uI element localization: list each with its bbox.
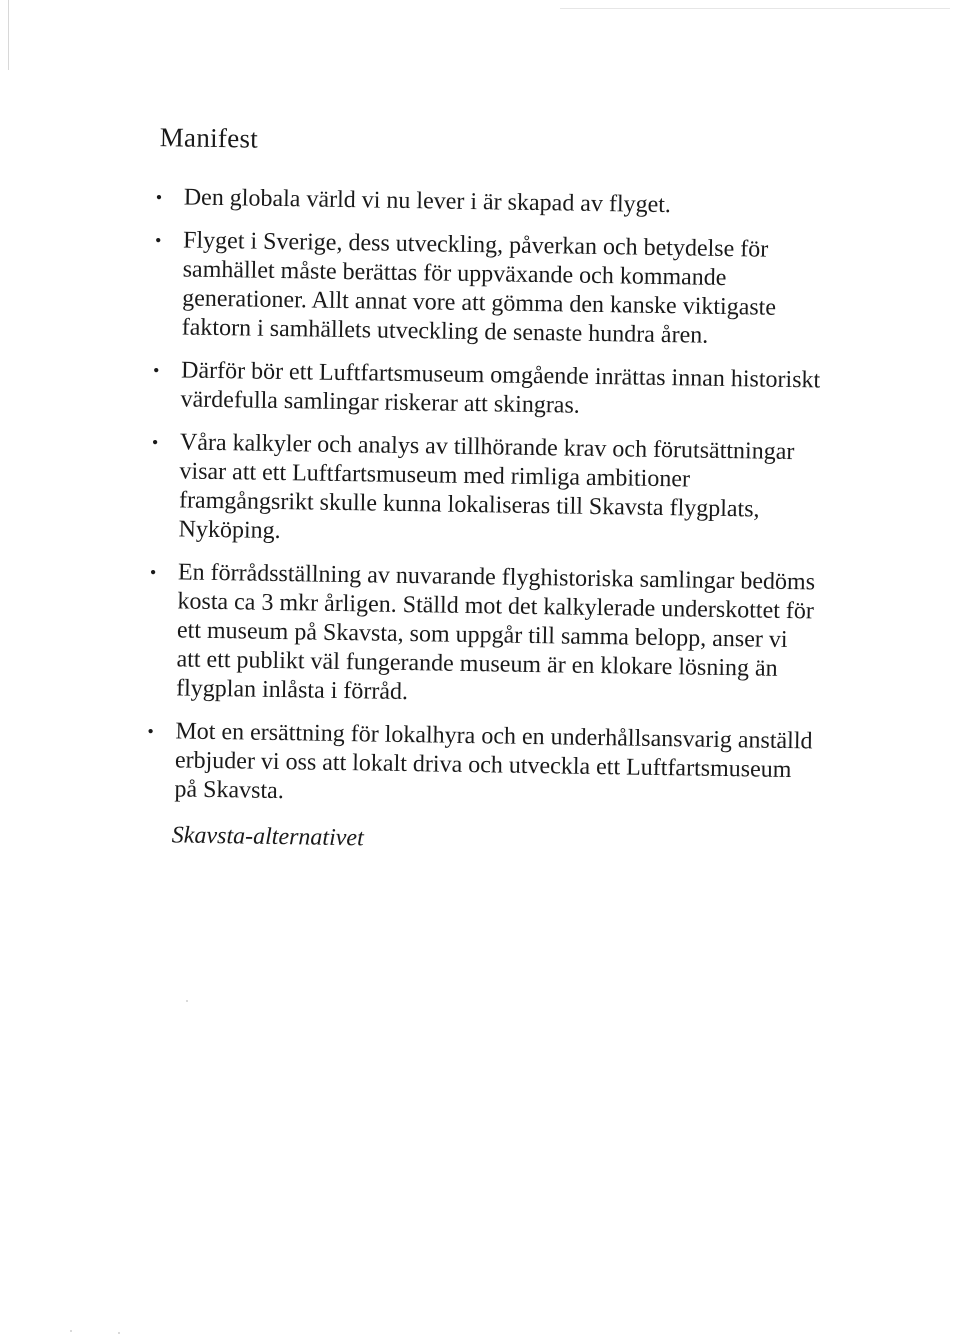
scan-top-line bbox=[560, 8, 950, 9]
manifest-list bbox=[144, 183, 854, 815]
list-item-text: Flyget i Sverige, dess utveckling, påverkan och betydelse för samhället måste berättas för uppväxande och kommande generationer. Allt annat vore att gömma den kanske viktigaste faktorn i samhällets utveckling de senaste hundra åren. bbox=[181, 227, 777, 349]
list-item-text: Därför bör ett Luftfartsmuseum omgående inrättas innan historiskt värdefulla samlingar riskerar att skingras. bbox=[180, 357, 821, 419]
bullet-icon: • bbox=[152, 360, 160, 381]
bullet-icon: • bbox=[147, 720, 154, 742]
scan-edge-line bbox=[8, 0, 9, 70]
signature: Skavsta-alternativet bbox=[171, 822, 364, 852]
bullet-icon: • bbox=[149, 561, 157, 583]
list-item-text: Mot en ersättning för lokalhyra och en underhållsansvarig anställd erbjuder vi oss att lokalt driva och utveckla ett Luftfartsmuseum på Skavsta. bbox=[174, 718, 813, 805]
bullet-icon: • bbox=[151, 431, 159, 453]
list-item bbox=[152, 226, 824, 353]
list-item bbox=[144, 717, 815, 815]
bullet-icon: • bbox=[154, 230, 162, 251]
list-item bbox=[148, 428, 820, 555]
list-item bbox=[146, 558, 818, 714]
manifest-content bbox=[144, 122, 855, 860]
page-title: Manifest bbox=[159, 122, 259, 154]
list-item-text: Våra kalkyler och analys av tillhörande krav och förutsättningar visar att ett Luftfartsmuseum med rimliga ambitioner framgångsrikt skulle kunna lokaliseras till Skavsta flygplats, Nyköping. bbox=[178, 429, 795, 545]
bullet-icon: • bbox=[155, 187, 163, 208]
scan-speck bbox=[70, 1330, 72, 1332]
scan-speck bbox=[118, 1332, 120, 1334]
list-item bbox=[154, 183, 824, 223]
list-item-text: En förrådsställning av nuvarande flyghistoriska samlingar bedöms kosta ca 3 mkr årligen. Ställd mot det kalkylerade underskottet för ett museum på Skavsta, som uppgår till samma belopp, anser vi att ett publikt väl fungerande museum är en klokare lösning än flygplan inlåsta i förråd. bbox=[175, 559, 816, 706]
scan-speck bbox=[186, 1000, 188, 1002]
list-item-text: Den globala värld vi nu lever i är skapad av flyget. bbox=[183, 184, 672, 219]
list-item bbox=[150, 356, 821, 425]
